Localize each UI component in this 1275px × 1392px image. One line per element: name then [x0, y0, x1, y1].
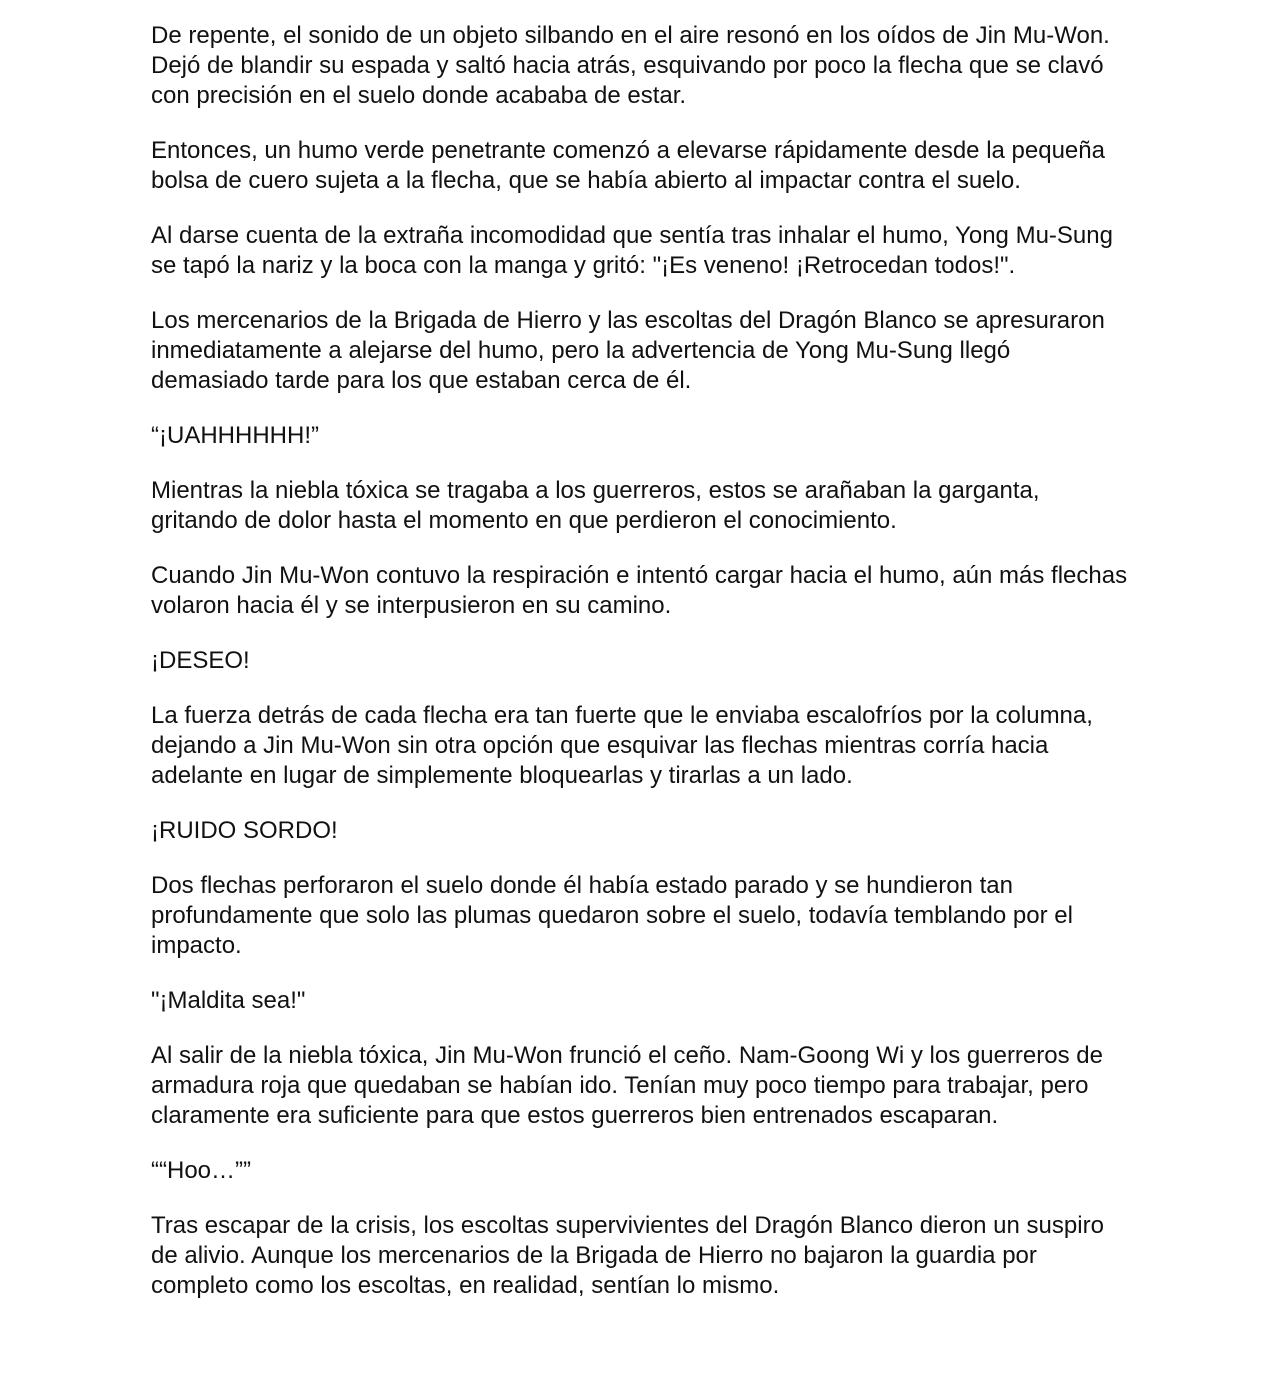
paragraph: “¡UAHHHHHH!” — [151, 422, 319, 449]
document-page — [151, 21, 1131, 1326]
paragraph: Cuando Jin Mu-Won contuvo la respiración e intentó cargar hacia el humo, aún más flechas volaron hacia él y se interpusieron en su camino. — [151, 562, 1128, 619]
paragraph: Los mercenarios de la Brigada de Hierro y las escoltas del Dragón Blanco se apresuraron inmediatamente a alejarse del humo, pero la advertencia de Yong Mu-Sung llegó demasiado tarde para los que estaban cerca de él. — [151, 307, 1105, 394]
paragraph: ““Hoo…”” — [151, 1157, 251, 1184]
paragraph: Entonces, un humo verde penetrante comenzó a elevarse rápidamente desde la pequeña bolsa de cuero sujeta a la flecha, que se había abierto al impactar contra el suelo. — [151, 137, 1105, 194]
paragraph: ¡RUIDO SORDO! — [151, 817, 338, 844]
paragraph: De repente, el sonido de un objeto silbando en el aire resonó en los oídos de Jin Mu-Won. Dejó de blandir su espada y saltó hacia atrás, esquivando por poco la flecha que se clavó con precisión en el suelo donde acababa de estar. — [151, 22, 1110, 109]
paragraph: Al darse cuenta de la extraña incomodidad que sentía tras inhalar el humo, Yong Mu-Sung se tapó la nariz y la boca con la manga y gritó: "¡Es veneno! ¡Retrocedan todos!". — [151, 222, 1113, 279]
paragraph: Dos flechas perforaron el suelo donde él había estado parado y se hundieron tan profundamente que solo las plumas quedaron sobre el suelo, todavía temblando por el impacto. — [151, 872, 1073, 959]
paragraph: Mientras la niebla tóxica se tragaba a los guerreros, estos se arañaban la garganta, gritando de dolor hasta el momento en que perdieron el conocimiento. — [151, 477, 1040, 534]
paragraph: La fuerza detrás de cada flecha era tan fuerte que le enviaba escalofríos por la columna, dejando a Jin Mu-Won sin otra opción que esquivar las flechas mientras corría hacia adelante en lugar de simplemente bloquearlas y tirarlas a un lado. — [151, 702, 1093, 789]
paragraph: ¡DESEO! — [151, 647, 250, 674]
paragraph: Al salir de la niebla tóxica, Jin Mu-Won frunció el ceño. Nam-Goong Wi y los guerreros de armadura roja que quedaban se habían ido. Tenían muy poco tiempo para trabajar, pero claramente era suficiente para que estos guerreros bien entrenados escaparan. — [151, 1042, 1103, 1129]
paragraph: "¡Maldita sea!" — [151, 987, 306, 1014]
paragraph: Tras escapar de la crisis, los escoltas supervivientes del Dragón Blanco dieron un suspiro de alivio. Aunque los mercenarios de la Brigada de Hierro no bajaron la guardia por completo como los escoltas, en realidad, sentían lo mismo. — [151, 1212, 1104, 1299]
